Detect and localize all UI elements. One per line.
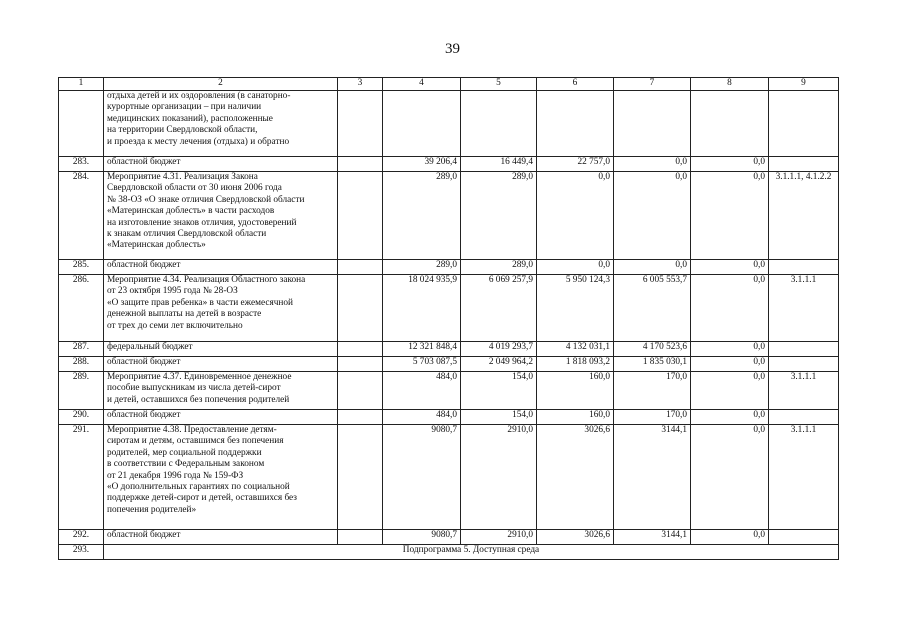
column-7-cell: 4 170 523,6	[614, 342, 691, 357]
row-name-cell: областной бюджет	[104, 260, 338, 275]
column-6-cell: 160,0	[537, 372, 614, 410]
table-row	[59, 172, 839, 260]
column-3-cell	[338, 172, 383, 260]
header-cell: 5	[461, 78, 537, 91]
column-5-cell: 2 049 964,2	[461, 357, 537, 372]
row-number-cell: 289.	[59, 372, 104, 410]
row-name-cell: Мероприятие 4.34. Реализация Областного закона от 23 октября 1995 года № 28-ОЗ «О защите прав ребенка» в части ежемесячной денежной выплаты на детей в возрасте от трех до семи лет включительно	[104, 275, 338, 342]
column-6-cell: 3026,6	[537, 425, 614, 530]
column-8-cell: 0,0	[691, 172, 769, 260]
column-7-cell: 0,0	[614, 157, 691, 172]
row-number-cell: 288.	[59, 357, 104, 372]
column-3-cell	[338, 157, 383, 172]
header-cell: 3	[338, 78, 383, 91]
column-3-cell	[338, 91, 383, 157]
column-3-cell	[338, 425, 383, 530]
column-5-cell: 2910,0	[461, 530, 537, 545]
column-5-cell	[461, 91, 537, 157]
column-9-cell	[769, 357, 839, 372]
column-6-cell: 1 818 093,2	[537, 357, 614, 372]
row-number-cell: 284.	[59, 172, 104, 260]
header-cell: 4	[383, 78, 461, 91]
column-3-cell	[338, 372, 383, 410]
column-7-cell: 0,0	[614, 260, 691, 275]
column-4-cell: 9080,7	[383, 530, 461, 545]
header-cell: 8	[691, 78, 769, 91]
column-9-cell	[769, 342, 839, 357]
column-4-cell: 5 703 087,5	[383, 357, 461, 372]
header-cell: 9	[769, 78, 839, 91]
row-number-cell: 283.	[59, 157, 104, 172]
page-number: 39	[445, 41, 460, 57]
row-number-cell: 293.	[59, 545, 104, 560]
column-8-cell	[691, 91, 769, 157]
column-3-cell	[338, 357, 383, 372]
column-9-cell	[769, 260, 839, 275]
column-6-cell: 5 950 124,3	[537, 275, 614, 342]
column-9-cell	[769, 410, 839, 425]
column-8-cell: 0,0	[691, 425, 769, 530]
row-name-cell: Мероприятие 4.38. Предоставление детям- сиротам и детям, оставшимся без попечения родителей, мер социальной поддержки в соответствии с Федеральным законом от 21 декабря 1996 года № 159-ФЗ «О дополнительных гарантиях по социальной поддержке детей-сирот и детей, оставшихся без попечения родителей»	[104, 425, 338, 530]
table-row	[59, 157, 839, 172]
row-name-cell: областной бюджет	[104, 157, 338, 172]
row-number-cell: 292.	[59, 530, 104, 545]
column-6-cell: 0,0	[537, 260, 614, 275]
column-6-cell: 160,0	[537, 410, 614, 425]
column-8-cell: 0,0	[691, 410, 769, 425]
column-6-cell: 0,0	[537, 172, 614, 260]
row-number-cell: 291.	[59, 425, 104, 530]
column-8-cell: 0,0	[691, 357, 769, 372]
table-row	[59, 342, 839, 357]
column-5-cell: 2910,0	[461, 425, 537, 530]
column-8-cell: 0,0	[691, 372, 769, 410]
column-9-cell	[769, 91, 839, 157]
column-7-cell: 170,0	[614, 410, 691, 425]
column-3-cell	[338, 530, 383, 545]
row-name-cell: областной бюджет	[104, 530, 338, 545]
subprogram-row	[59, 545, 839, 560]
row-number-cell: 286.	[59, 275, 104, 342]
column-5-cell: 154,0	[461, 410, 537, 425]
column-4-cell: 289,0	[383, 260, 461, 275]
column-9-cell: 3.1.1.1	[769, 425, 839, 530]
column-7-cell: 1 835 030,1	[614, 357, 691, 372]
column-9-cell: 3.1.1.1	[769, 372, 839, 410]
column-4-cell: 289,0	[383, 172, 461, 260]
column-4-cell: 39 206,4	[383, 157, 461, 172]
column-6-cell	[537, 91, 614, 157]
row-number-cell: 285.	[59, 260, 104, 275]
column-6-cell: 3026,6	[537, 530, 614, 545]
table-row	[59, 425, 839, 530]
column-3-cell	[338, 275, 383, 342]
header-cell: 7	[614, 78, 691, 91]
header-cell: 1	[59, 78, 104, 91]
column-7-cell	[614, 91, 691, 157]
row-name-cell: федеральный бюджет	[104, 342, 338, 357]
column-5-cell: 289,0	[461, 260, 537, 275]
column-5-cell: 4 019 293,7	[461, 342, 537, 357]
column-7-cell: 170,0	[614, 372, 691, 410]
column-7-cell: 0,0	[614, 172, 691, 260]
column-8-cell: 0,0	[691, 342, 769, 357]
column-8-cell: 0,0	[691, 260, 769, 275]
table-row	[59, 372, 839, 410]
column-3-cell	[338, 410, 383, 425]
column-6-cell: 4 132 031,1	[537, 342, 614, 357]
column-4-cell: 18 024 935,9	[383, 275, 461, 342]
column-3-cell	[338, 342, 383, 357]
column-9-cell	[769, 157, 839, 172]
header-row	[59, 78, 839, 91]
column-7-cell: 3144,1	[614, 530, 691, 545]
row-number-cell: 287.	[59, 342, 104, 357]
row-number-cell: 290.	[59, 410, 104, 425]
row-name-cell: областной бюджет	[104, 357, 338, 372]
column-5-cell: 16 449,4	[461, 157, 537, 172]
column-8-cell: 0,0	[691, 530, 769, 545]
column-8-cell: 0,0	[691, 157, 769, 172]
row-number-cell	[59, 91, 104, 157]
column-9-cell: 3.1.1.1, 4.1.2.2	[769, 172, 839, 260]
table-row	[59, 275, 839, 342]
table-row	[59, 530, 839, 545]
column-3-cell	[338, 260, 383, 275]
budget-table	[58, 77, 839, 560]
column-5-cell: 289,0	[461, 172, 537, 260]
column-4-cell: 484,0	[383, 372, 461, 410]
row-name-cell: Мероприятие 4.31. Реализация Закона Свердловской области от 30 июня 2006 года № 38-ОЗ «О знаке отличия Свердловской области «Материнская доблесть» в части расходов на изготовление знаков отличия, удостоверений к знакам отличия Свердловской области «Материнская доблесть»	[104, 172, 338, 260]
column-5-cell: 154,0	[461, 372, 537, 410]
header-cell: 6	[537, 78, 614, 91]
column-4-cell: 9080,7	[383, 425, 461, 530]
table-row	[59, 410, 839, 425]
column-7-cell: 3144,1	[614, 425, 691, 530]
header-cell: 2	[104, 78, 338, 91]
column-4-cell: 12 321 848,4	[383, 342, 461, 357]
column-4-cell	[383, 91, 461, 157]
column-7-cell: 6 005 553,7	[614, 275, 691, 342]
row-name-cell: Мероприятие 4.37. Единовременное денежное пособие выпускникам из числа детей-сирот и детей, оставшихся без попечения родителей	[104, 372, 338, 410]
column-5-cell: 6 069 257,9	[461, 275, 537, 342]
column-9-cell: 3.1.1.1	[769, 275, 839, 342]
column-4-cell: 484,0	[383, 410, 461, 425]
subprogram-title: Подпрограмма 5. Доступная среда	[104, 545, 839, 560]
column-6-cell: 22 757,0	[537, 157, 614, 172]
column-8-cell: 0,0	[691, 275, 769, 342]
row-name-cell: отдыха детей и их оздоровления (в санаторно- курортные организации – при наличии медицинских показаний), расположенные на территории Свердловской области, и проезда к месту лечения (отдыха) и обратно	[104, 91, 338, 157]
table-row	[59, 260, 839, 275]
table-row	[59, 91, 839, 157]
row-name-cell: областной бюджет	[104, 410, 338, 425]
column-9-cell	[769, 530, 839, 545]
table-row	[59, 357, 839, 372]
